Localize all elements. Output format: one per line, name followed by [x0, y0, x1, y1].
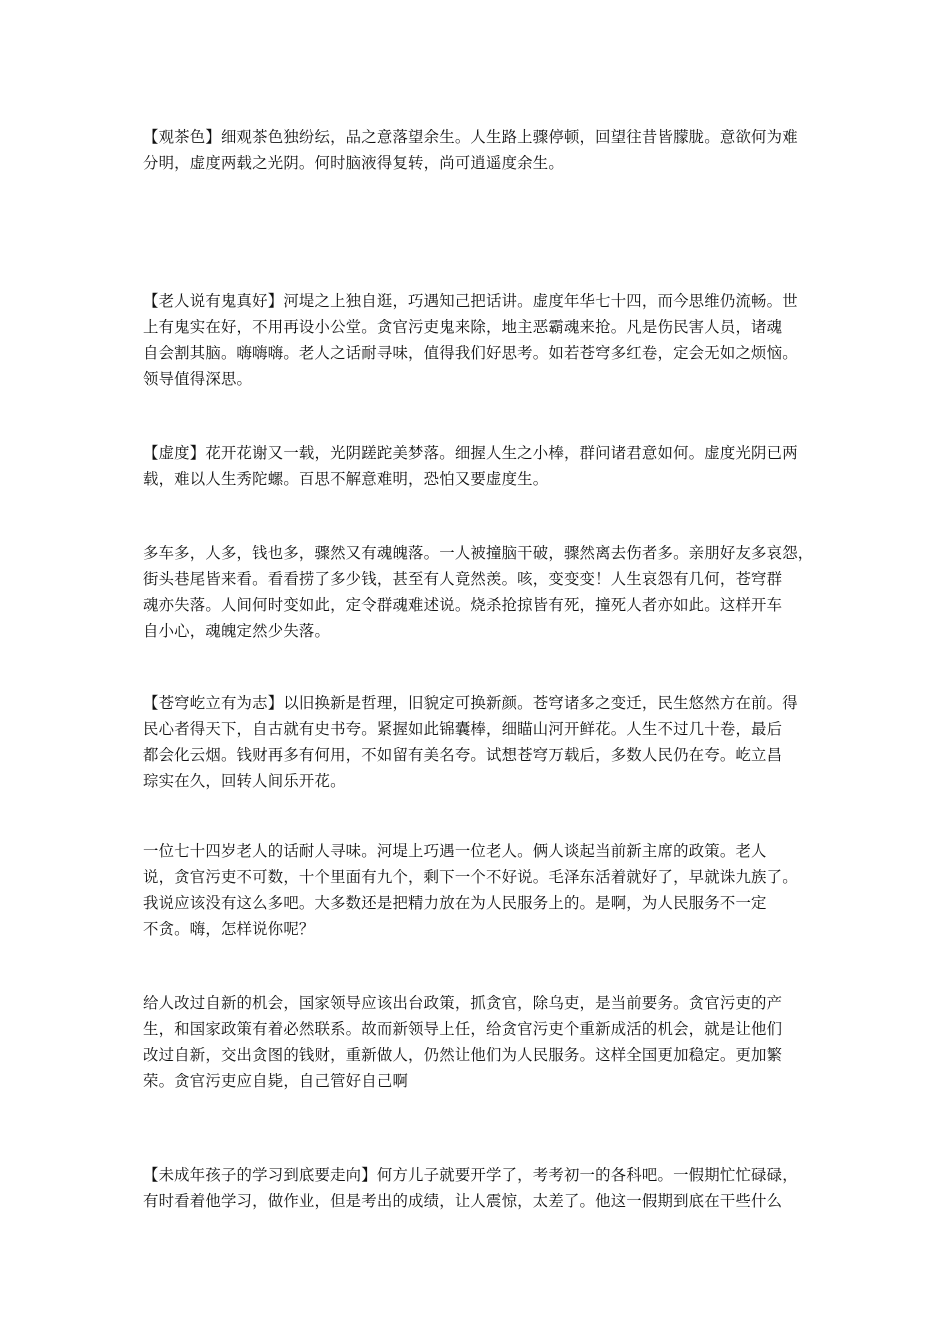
text-line: 多车多，人多，钱也多，骤然又有魂魄落。一人被撞脑干破，骤然离去伤者多。亲朋好友多哀怨，: [143, 544, 814, 562]
paragraph-guan-cha-se: [143, 124, 813, 176]
text-line: 民心者得天下，自古就有史书夸。紧握如此锦囊棒，细瞄山河开鲜花。人生不过几十卷，最后: [143, 720, 783, 738]
text-line: 载，难以人生秀陀螺。百思不解意难明，恐怕又要虚度生。: [143, 470, 549, 488]
text-line: 领导值得深思。: [143, 370, 253, 388]
text-line: 一位七十四岁老人的话耐人寻味。河堤上巧遇一位老人。俩人谈起当前新主席的政策。老人: [143, 842, 767, 860]
text-line: 自会割其脑。嗨嗨嗨。老人之话耐寻味，值得我们好思考。如若苍穹多红卷，定会无如之烦恼。: [143, 344, 798, 362]
text-line: 都会化云烟。钱财再多有何用，不如留有美名夸。试想苍穹万载后，多数人民仍在夸。屹立昌: [143, 746, 783, 764]
text-line: 【虚度】花开花谢又一载，光阴蹉跎美梦落。细握人生之小棒，群问诸君意如何。虚度光阴已两: [143, 444, 798, 462]
paragraph-lao-ren-hua: [143, 838, 813, 942]
text-line: 有时看着他学习，做作业，但是考出的成绩，让人震惊，太差了。他这一假期到底在干些什么: [143, 1192, 783, 1210]
paragraph-xu-du: [143, 440, 813, 492]
text-line: 【未成年孩子的学习到底要走向】何方儿子就要开学了，考考初一的各科吧。一假期忙忙碌碌，: [143, 1166, 798, 1184]
text-line: 生，和国家政策有着必然联系。故而新领导上任，给贪官污吏个重新成活的机会，就是让他们: [143, 1020, 783, 1038]
text-line: 改过自新，交出贪图的钱财，重新做人，仍然让他们为人民服务。这样全国更加稳定。更加繁: [143, 1046, 783, 1064]
text-line: 魂亦失落。人间何时变如此，定令群魂难述说。烧杀抢掠皆有死，撞死人者亦如此。这样开车: [143, 596, 783, 614]
text-line: 【老人说有鬼真好】河堤之上独自逛，巧遇知己把话讲。虚度年华七十四，而今思维仍流畅。世: [143, 292, 798, 310]
paragraph-cang-qiong-yi-li: [143, 690, 813, 794]
text-line: 【苍穹屹立有为志】以旧换新是哲理，旧貌定可换新颜。苍穹诸多之变迁，民生悠然方在前。得: [143, 694, 798, 712]
text-line: 【观茶色】细观茶色独纷纭，品之意落望余生。人生路上骤停顿，回望往昔皆朦胧。意欲何为难: [143, 128, 798, 146]
paragraph-gai-guo-zi-xin: [143, 990, 813, 1094]
text-line: 我说应该没有这么多吧。大多数还是把精力放在为人民服务上的。是啊，为人民服务不一定: [143, 894, 767, 912]
paragraph-che-duo-ren-duo: [143, 540, 813, 644]
text-line: 自小心，魂魄定然少失落。: [143, 622, 331, 640]
text-line: 荣。贪官污吏应自毙，自己管好自己啊: [143, 1072, 409, 1090]
text-line: 给人改过自新的机会，国家领导应该出台政策，抓贪官，除乌吏，是当前要务。贪官污吏的产: [143, 994, 783, 1012]
text-line: 街头巷尾皆来看。看看捞了多少钱，甚至有人竟然羡。咳，变变变！人生哀怨有几何，苍穹群: [143, 570, 783, 588]
paragraph-lao-ren-shuo-you-gui: [143, 288, 813, 392]
text-line: 琮实在久，回转人间乐开花。: [143, 772, 346, 790]
text-line: 说，贪官污吏不可数，十个里面有九个，剩下一个不好说。毛泽东活着就好了，早就诛九族了。: [143, 868, 798, 886]
text-line: 不贪。嗨，怎样说你呢？: [143, 920, 315, 938]
text-line: 分明，虚度两载之光阴。何时脑液得复转，尚可逍遥度余生。: [143, 154, 564, 172]
text-line: 上有鬼实在好，不用再设小公堂。贪官污吏鬼来除，地主恶霸魂来抢。凡是伤民害人员，诸魂: [143, 318, 783, 336]
paragraph-wei-cheng-nian-xue-xi: [143, 1162, 813, 1214]
